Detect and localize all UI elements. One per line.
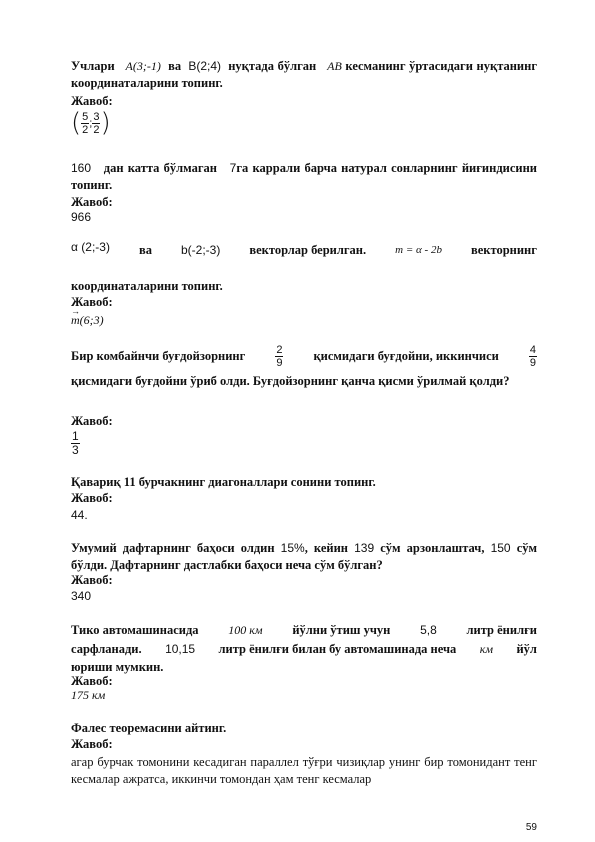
q4-text: Бир комбайнчи буғдойзорнинг <box>71 349 246 363</box>
q1-text-rest: кесманинг ўртасидаги нуқтанинг координаталарини топинг. <box>71 59 538 90</box>
answer-3-vector: → m(6;3) <box>71 313 104 328</box>
left-paren: ( <box>71 108 82 138</box>
q3-text-and: ва <box>138 243 152 257</box>
q2-number: 160 <box>71 161 92 175</box>
q2-text-rest: га каррали барча натурал сонларнинг йиғиндисини топинг. <box>71 161 538 192</box>
question-3 <box>71 242 537 278</box>
answer-label-1: Жавоб: <box>71 94 113 108</box>
q6-text-cheaper: сўм арзонлаштач, <box>380 541 485 555</box>
question-5: Қавариқ 11 бурчакнинг диагоналлари сонини топинг. <box>71 475 376 489</box>
page-number: 59 <box>525 822 537 833</box>
right-paren: ) <box>100 108 111 138</box>
q6-text: Умумий дафтарнинг баҳоси олдин <box>71 541 275 555</box>
q2-multiple: 7 <box>229 161 237 175</box>
q3-text-vector-word: векторнинг <box>470 243 537 257</box>
answer-3 <box>71 313 537 328</box>
answer-7: 175 км <box>71 688 106 702</box>
q4-fraction-1: $\frac{2}{9}$ <box>276 344 283 369</box>
q7-text-question: литр ёнилғи билан бу автомашинада неча <box>218 642 457 656</box>
q1-text: Учлари <box>71 59 115 73</box>
point-a: A(3;-1) <box>125 59 161 73</box>
point-b: B(2;4) <box>188 59 221 73</box>
vector-b: b(-2;-3) <box>181 243 221 257</box>
q7-text-fuel-word: литр ёнилғи <box>466 623 537 637</box>
q6-amount-2: 150 <box>490 541 511 555</box>
q6-text-rest: сўм бўлди. Дафтарнинг дастлабки баҳоси неча сўм бўлган? <box>71 541 538 572</box>
answer-2: 966 <box>71 210 92 224</box>
answer-5: 44. <box>71 508 88 522</box>
q6-amount-1: 139 <box>354 541 375 555</box>
answer-label-4: Жавоб: <box>71 414 113 428</box>
question-2 <box>71 160 537 194</box>
answer-1 <box>71 108 537 140</box>
question-6 <box>71 540 537 574</box>
question-8: Фалес теоремасини айтинг. <box>71 721 227 735</box>
semicolon: ; <box>89 117 93 130</box>
answer-label-6: Жавоб: <box>71 573 113 587</box>
q1-text-and: ва <box>168 59 182 73</box>
q4-text-rest: қисмидаги буғдойни ўриб олди. Буғдойзорнинг қанча қисми ўрилмай қолди? <box>71 374 510 388</box>
q4-fraction-2: $\frac{4}{9}$ <box>529 344 536 369</box>
q7-text: Тико автомашинасида <box>71 623 199 637</box>
answer-1-x: $\frac{5}{2}$ <box>82 110 89 136</box>
q7-text-road: йўл <box>516 642 537 656</box>
q7-text-travel: йўлни ўтиш учун <box>292 623 391 637</box>
q3-text-line2: координаталарини топинг. <box>71 279 223 293</box>
answer-1-y: $\frac{3}{2}$ <box>93 110 100 136</box>
answer-label-8: Жавоб: <box>71 737 113 751</box>
q7-text-can: юриши мумкин. <box>71 660 164 674</box>
question-4 <box>71 344 537 390</box>
answer-6: 340 <box>71 589 92 603</box>
q3-formula: m = α - 2b <box>395 244 442 256</box>
q3-text-given: векторлар берилган. <box>249 243 367 257</box>
question-7 <box>71 622 537 676</box>
q4-text-second: қисмидаги буғдойни, иккинчиси <box>313 349 499 363</box>
q1-text-point: нуқтада бўлган <box>228 59 317 73</box>
answer-4 <box>71 430 537 457</box>
answer-label-5: Жавоб: <box>71 491 113 505</box>
answer-label-2: Жавоб: <box>71 195 113 209</box>
vector-a: α (2;-3) <box>71 240 110 254</box>
answer-label-3: Жавоб: <box>71 295 113 309</box>
answer-8: агар бурчак томонини кесадиган параллел тўғри чизиқлар унинг бир томонидант тенг кесмалар ажратса, иккинчи томондан ҳам тенг кесмалар <box>71 755 537 786</box>
answer-label-7: Жавоб: <box>71 674 113 688</box>
q7-distance: 100 км <box>228 623 263 637</box>
segment-ab: AB <box>327 59 342 73</box>
q6-percent: 15% <box>280 541 305 555</box>
question-3-line2 <box>71 278 537 295</box>
question-1 <box>71 58 537 92</box>
q2-text: дан катта бўлмаган <box>103 161 217 175</box>
answer-4-fraction: $\frac{1}{3}$ <box>72 429 79 457</box>
q7-unit: км <box>479 642 494 656</box>
q7-fuel-amount: 10,15 <box>165 642 196 656</box>
q6-text-then: , кейин <box>304 541 348 555</box>
q7-litres: 5,8 <box>420 623 437 637</box>
q7-text-consumed: сарфланади. <box>71 642 142 656</box>
